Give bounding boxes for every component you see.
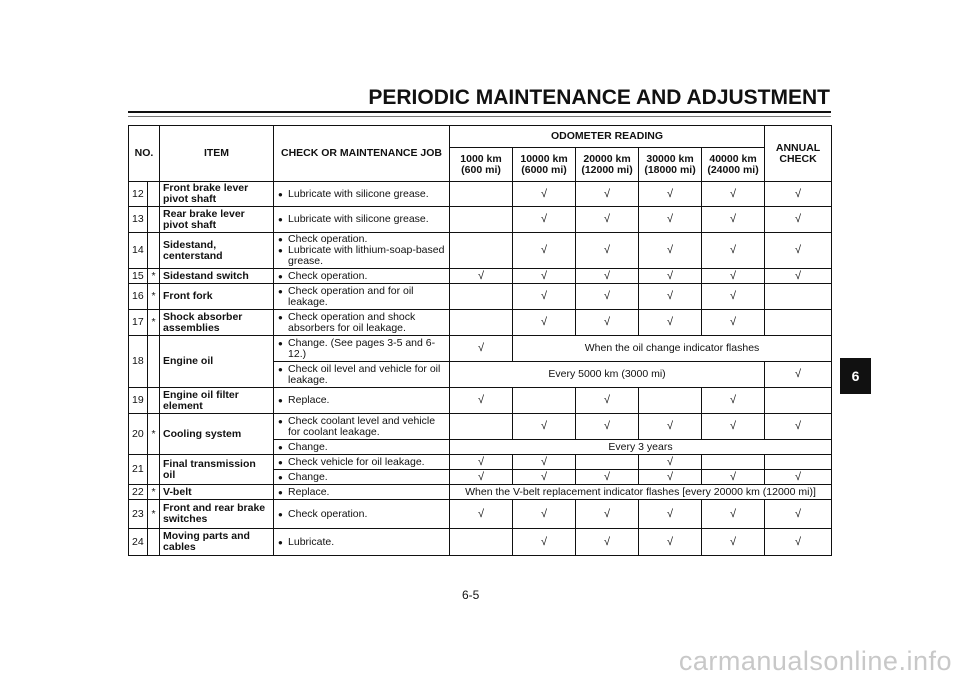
row-no: 13: [129, 207, 148, 233]
row-star: [148, 182, 160, 207]
row-check: √: [639, 269, 702, 284]
row-interval-text: When the V-belt replacement indicator flashes [every 20000 km (12000 mi)]: [450, 485, 832, 500]
table-row: [129, 207, 832, 233]
table-row: [129, 388, 832, 414]
header-item: ITEM: [160, 126, 274, 182]
row-check: √: [513, 414, 576, 440]
row-cell: [765, 455, 832, 470]
row-item: Engine oil filter element: [160, 388, 274, 414]
row-star: [148, 336, 160, 388]
row-check: √: [702, 529, 765, 556]
row-check: √: [576, 284, 639, 310]
row-check: √: [576, 310, 639, 336]
row-item: V-belt: [160, 485, 274, 500]
row-interval-text: When the oil change indicator flashes: [513, 336, 832, 362]
row-cell: [576, 455, 639, 470]
row-check: √: [639, 284, 702, 310]
row-item: Cooling system: [160, 414, 274, 455]
row-no: 12: [129, 182, 148, 207]
row-interval-text: Every 5000 km (3000 mi): [450, 362, 765, 388]
row-job: ● Replace.: [274, 388, 450, 414]
row-no: 20: [129, 414, 148, 455]
bullet-icon: ●: [278, 312, 283, 322]
row-check: √: [513, 470, 576, 485]
row-check: √: [576, 269, 639, 284]
row-no: 16: [129, 284, 148, 310]
row-check: √: [765, 269, 832, 284]
row-check: √: [513, 182, 576, 207]
row-check: √: [765, 470, 832, 485]
row-star: *: [148, 269, 160, 284]
row-check: √: [639, 414, 702, 440]
row-star: [148, 455, 160, 485]
row-check: √: [702, 388, 765, 414]
row-check: √: [702, 269, 765, 284]
table-row: [129, 455, 832, 470]
row-cell: [450, 529, 513, 556]
row-check: √: [702, 207, 765, 233]
bullet-icon: ●: [278, 442, 283, 452]
row-check: √: [702, 284, 765, 310]
row-check: √: [702, 182, 765, 207]
row-check: √: [576, 500, 639, 529]
row-job: ● Change.: [274, 440, 450, 455]
table-row: [129, 336, 832, 362]
row-cell: [513, 388, 576, 414]
chapter-tab: 6: [840, 358, 871, 394]
row-check: √: [450, 336, 513, 362]
row-star: [148, 388, 160, 414]
row-check: √: [639, 470, 702, 485]
bullet-icon: ●: [278, 364, 283, 374]
row-check: √: [765, 233, 832, 269]
row-check: √: [576, 470, 639, 485]
table-row: [129, 500, 832, 529]
row-cell: [639, 388, 702, 414]
bullet-icon: ●: [278, 537, 283, 547]
bullet-icon: ●: [278, 338, 283, 348]
header-annual: ANNUAL CHECK: [765, 126, 832, 182]
row-check: √: [639, 529, 702, 556]
row-no: 19: [129, 388, 148, 414]
bullet-icon: ●: [278, 189, 283, 199]
row-check: √: [639, 310, 702, 336]
row-check: √: [513, 500, 576, 529]
row-job: ● Check vehicle for oil leakage.: [274, 455, 450, 470]
row-no: 18: [129, 336, 148, 388]
row-job: ● Lubricate.: [274, 529, 450, 556]
row-item: Front brake lever pivot shaft: [160, 182, 274, 207]
row-no: 22: [129, 485, 148, 500]
table-row: [129, 269, 832, 284]
row-item: Shock absorber assemblies: [160, 310, 274, 336]
row-check: √: [765, 182, 832, 207]
row-check: √: [450, 455, 513, 470]
row-check: √: [576, 233, 639, 269]
row-star: *: [148, 485, 160, 500]
bullet-icon: ●: [278, 487, 283, 497]
row-star: [148, 233, 160, 269]
row-job: ● Check oil level and vehicle for oil leakage.: [274, 362, 450, 388]
row-job: ● Check operation. ● Lubricate with lithium-soap-based grease.: [274, 233, 450, 269]
maintenance-table: [128, 125, 832, 556]
row-check: √: [702, 414, 765, 440]
table-row: [129, 414, 832, 440]
row-interval-text: Every 3 years: [450, 440, 832, 455]
header-job: CHECK OR MAINTENANCE JOB: [274, 126, 450, 182]
row-check: √: [765, 500, 832, 529]
row-check: √: [702, 470, 765, 485]
row-item: Moving parts and cables: [160, 529, 274, 556]
row-job: ● Check operation and for oil leakage.: [274, 284, 450, 310]
row-check: √: [639, 455, 702, 470]
page-number: 6-5: [462, 588, 480, 602]
page-title: PERIODIC MAINTENANCE AND ADJUSTMENT: [368, 86, 830, 109]
bullet-icon: ●: [278, 246, 283, 255]
row-check: √: [765, 414, 832, 440]
row-check: √: [702, 233, 765, 269]
row-check: √: [765, 207, 832, 233]
row-job: ● Check coolant level and vehicle for coolant leakage.: [274, 414, 450, 440]
header-no: NO.: [129, 126, 160, 182]
table-row: [129, 233, 832, 269]
row-item: Engine oil: [160, 336, 274, 388]
row-check: √: [576, 207, 639, 233]
bullet-icon: ●: [278, 416, 283, 426]
title-rule: [128, 111, 831, 113]
row-star: *: [148, 414, 160, 455]
table-row: [129, 529, 832, 556]
table-row: [129, 310, 832, 336]
table-row: [129, 485, 832, 500]
bullet-icon: ●: [278, 215, 283, 224]
header-km30000: 30000 km (18000 mi): [639, 148, 702, 182]
row-cell: [450, 284, 513, 310]
row-item: Sidestand, centerstand: [160, 233, 274, 269]
row-cell: [702, 455, 765, 470]
title-rule-thin: [128, 116, 831, 117]
row-check: √: [702, 500, 765, 529]
row-cell: [765, 284, 832, 310]
table-row: [129, 284, 832, 310]
row-no: 21: [129, 455, 148, 485]
row-cell: [450, 414, 513, 440]
row-check: √: [513, 207, 576, 233]
bullet-icon: ●: [278, 396, 283, 405]
row-job: ● Check operation.: [274, 500, 450, 529]
row-item: Final transmission oil: [160, 455, 274, 485]
row-cell: [450, 233, 513, 269]
row-check: √: [765, 529, 832, 556]
row-check: √: [513, 529, 576, 556]
bullet-icon: ●: [278, 472, 283, 482]
row-check: √: [576, 182, 639, 207]
row-no: 14: [129, 233, 148, 269]
row-job: ● Replace.: [274, 485, 450, 500]
bullet-icon: ●: [278, 286, 283, 296]
bullet-icon: ●: [278, 271, 283, 281]
row-check: √: [702, 310, 765, 336]
row-check: √: [639, 182, 702, 207]
row-item: Front and rear brake switches: [160, 500, 274, 529]
row-check: √: [513, 310, 576, 336]
row-check: √: [576, 388, 639, 414]
table-row: [129, 182, 832, 207]
row-check: √: [513, 284, 576, 310]
row-job: ● Check operation.: [274, 269, 450, 284]
row-job: ● Check operation and shock absorbers for oil leakage.: [274, 310, 450, 336]
bullet-icon: ●: [278, 235, 283, 244]
row-check: √: [450, 470, 513, 485]
header-km40000: 40000 km (24000 mi): [702, 148, 765, 182]
row-job: ● Lubricate with silicone grease.: [274, 207, 450, 233]
row-cell: [765, 388, 832, 414]
row-cell: [765, 310, 832, 336]
row-item: Sidestand switch: [160, 269, 274, 284]
watermark: carmanualsonline.info: [678, 646, 952, 676]
header-km20000: 20000 km (12000 mi): [576, 148, 639, 182]
row-item: Front fork: [160, 284, 274, 310]
row-check: √: [450, 500, 513, 529]
row-job: ● Change.: [274, 470, 450, 485]
row-check: √: [513, 455, 576, 470]
row-star: *: [148, 310, 160, 336]
bullet-icon: ●: [278, 457, 283, 467]
row-check: √: [576, 529, 639, 556]
bullet-icon: ●: [278, 509, 283, 519]
row-cell: [450, 207, 513, 233]
row-star: *: [148, 284, 160, 310]
header-odometer: ODOMETER READING: [450, 126, 765, 148]
row-check: √: [765, 362, 832, 388]
row-job: ● Change. (See pages 3-5 and 6-12.): [274, 336, 450, 362]
row-job: ● Lubricate with silicone grease.: [274, 182, 450, 207]
row-check: √: [639, 233, 702, 269]
header-km10000: 10000 km (6000 mi): [513, 148, 576, 182]
row-no: 23: [129, 500, 148, 529]
row-check: √: [450, 388, 513, 414]
row-no: 15: [129, 269, 148, 284]
row-star: [148, 207, 160, 233]
row-no: 24: [129, 529, 148, 556]
row-check: √: [639, 500, 702, 529]
row-no: 17: [129, 310, 148, 336]
row-check: √: [513, 269, 576, 284]
row-cell: [450, 182, 513, 207]
row-star: [148, 529, 160, 556]
row-item: Rear brake lever pivot shaft: [160, 207, 274, 233]
row-check: √: [513, 233, 576, 269]
row-check: √: [450, 269, 513, 284]
row-star: *: [148, 500, 160, 529]
row-check: √: [576, 414, 639, 440]
header-km1000: 1000 km (600 mi): [450, 148, 513, 182]
row-check: √: [639, 207, 702, 233]
row-cell: [450, 310, 513, 336]
